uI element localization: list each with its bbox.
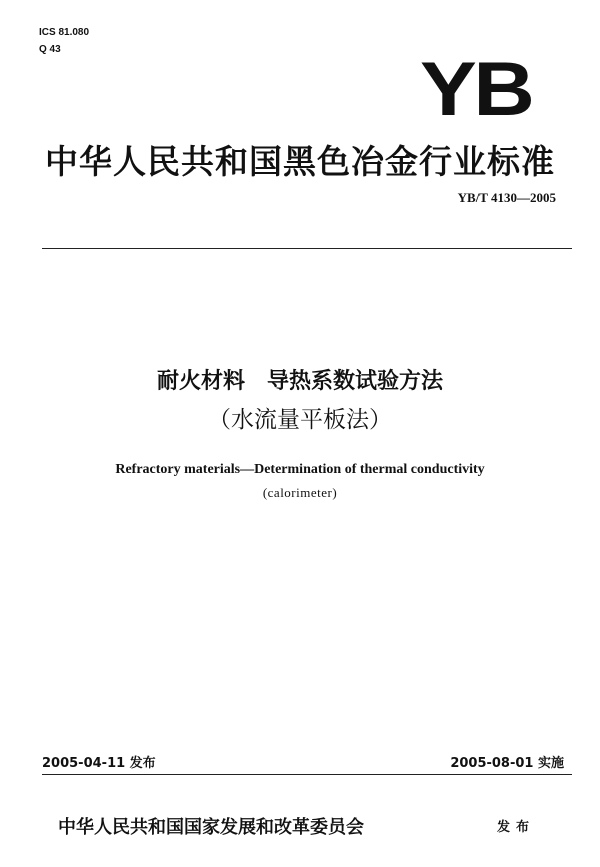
english-title: Refractory materials—Determination of thermal conductivity <box>115 462 485 477</box>
chinese-title-line-2: （水流量平板法） <box>208 407 392 433</box>
bottom-divider <box>42 774 572 775</box>
standard-number: YB/T 4130—2005 <box>457 190 556 205</box>
publisher-name: 中华人民共和国国家发展和改革委员会 <box>58 817 364 838</box>
yb-logo: YB <box>420 47 532 132</box>
top-divider <box>42 248 572 249</box>
issue-date: 2005-04-11 发布 <box>42 756 156 771</box>
ics-code: ICS 81.080 <box>39 27 90 38</box>
classification-code: Q 43 <box>39 44 61 55</box>
standard-category-title: 中华人民共和国黑色冶金行业标准 <box>45 142 555 181</box>
chinese-title-line-1: 耐火材料 导热系数试验方法 <box>156 369 443 394</box>
implementation-date: 2005-08-01 实施 <box>450 756 564 771</box>
publish-label: 发布 <box>497 820 536 835</box>
english-subtitle: (calorimeter) <box>262 485 338 500</box>
